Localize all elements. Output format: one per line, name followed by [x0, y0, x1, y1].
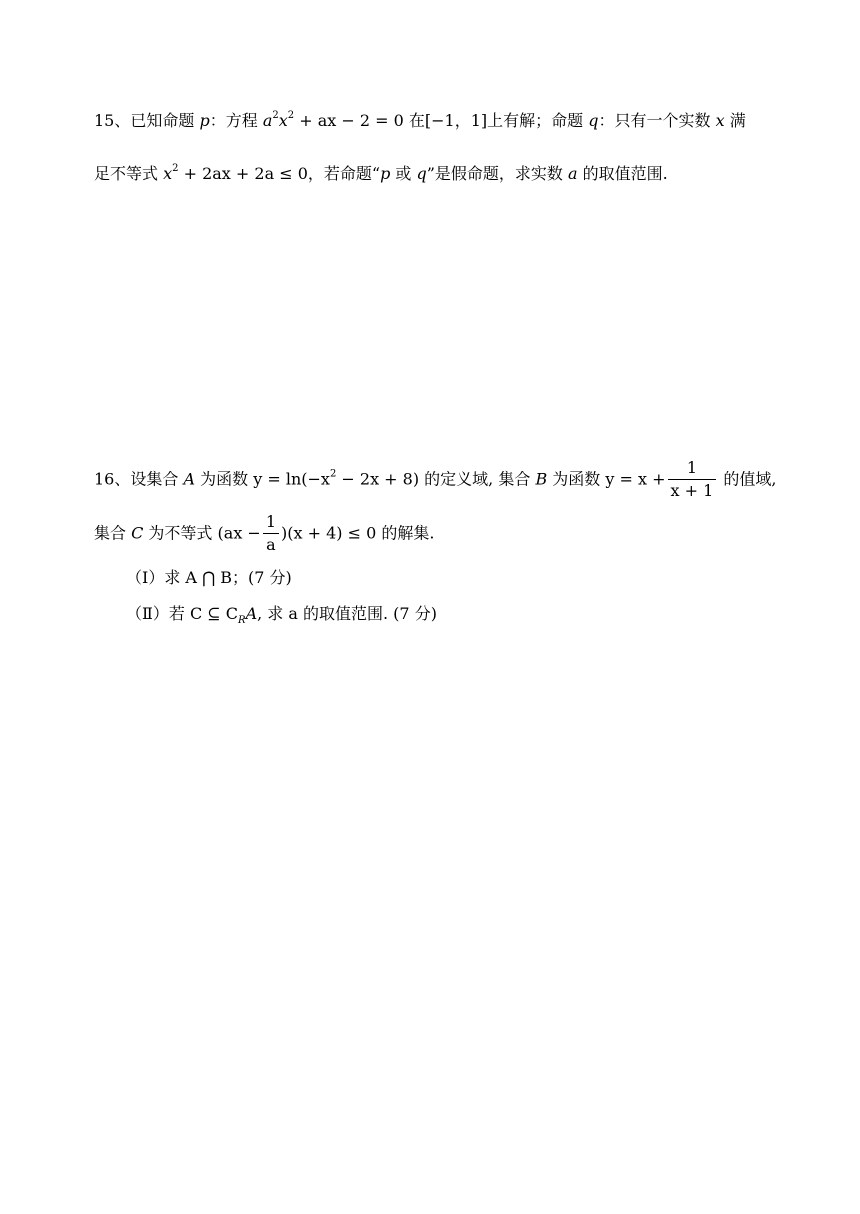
fraction-1-over-x-plus-1: $\frac{1}{x + 1}$	[668, 460, 717, 500]
q16-line2: 集合 C 为不等式 (ax − $\frac{1}{a}$ )(x + 4) ≤ 0 的解集.	[94, 512, 435, 554]
q16-line1: 16、设集合 A 为函数 $y = \ln(-x^2 - 2x + 8)$ 的定义域, 集合 B 为函数 y = x + $\frac{1}{x + 1}$ 的值域,	[94, 458, 777, 500]
q16-number: 16、	[94, 469, 131, 489]
q15-line1: 15、已知命题 p：方程 $a^2x^2$ + ax − 2 = 0 在[−1，1]上有解；命题 q：只有一个实数 x 满	[94, 110, 746, 130]
q15-line2: 足不等式 $x^2 + 2ax + 2a \le 0$，若命题“p 或 q”是假命题，求实数 a 的取值范围.	[94, 163, 668, 183]
q15-number: 15、	[94, 111, 131, 130]
q16-part1: （Ⅰ）求 A ⋂ B；(7 分)	[126, 568, 292, 587]
fraction-1-over-a: $\frac{1}{a}$	[263, 514, 279, 554]
q16-part2: （Ⅱ）若 C ⊆ $C_RA$, 求 a 的取值范围. (7 分)	[126, 604, 437, 626]
